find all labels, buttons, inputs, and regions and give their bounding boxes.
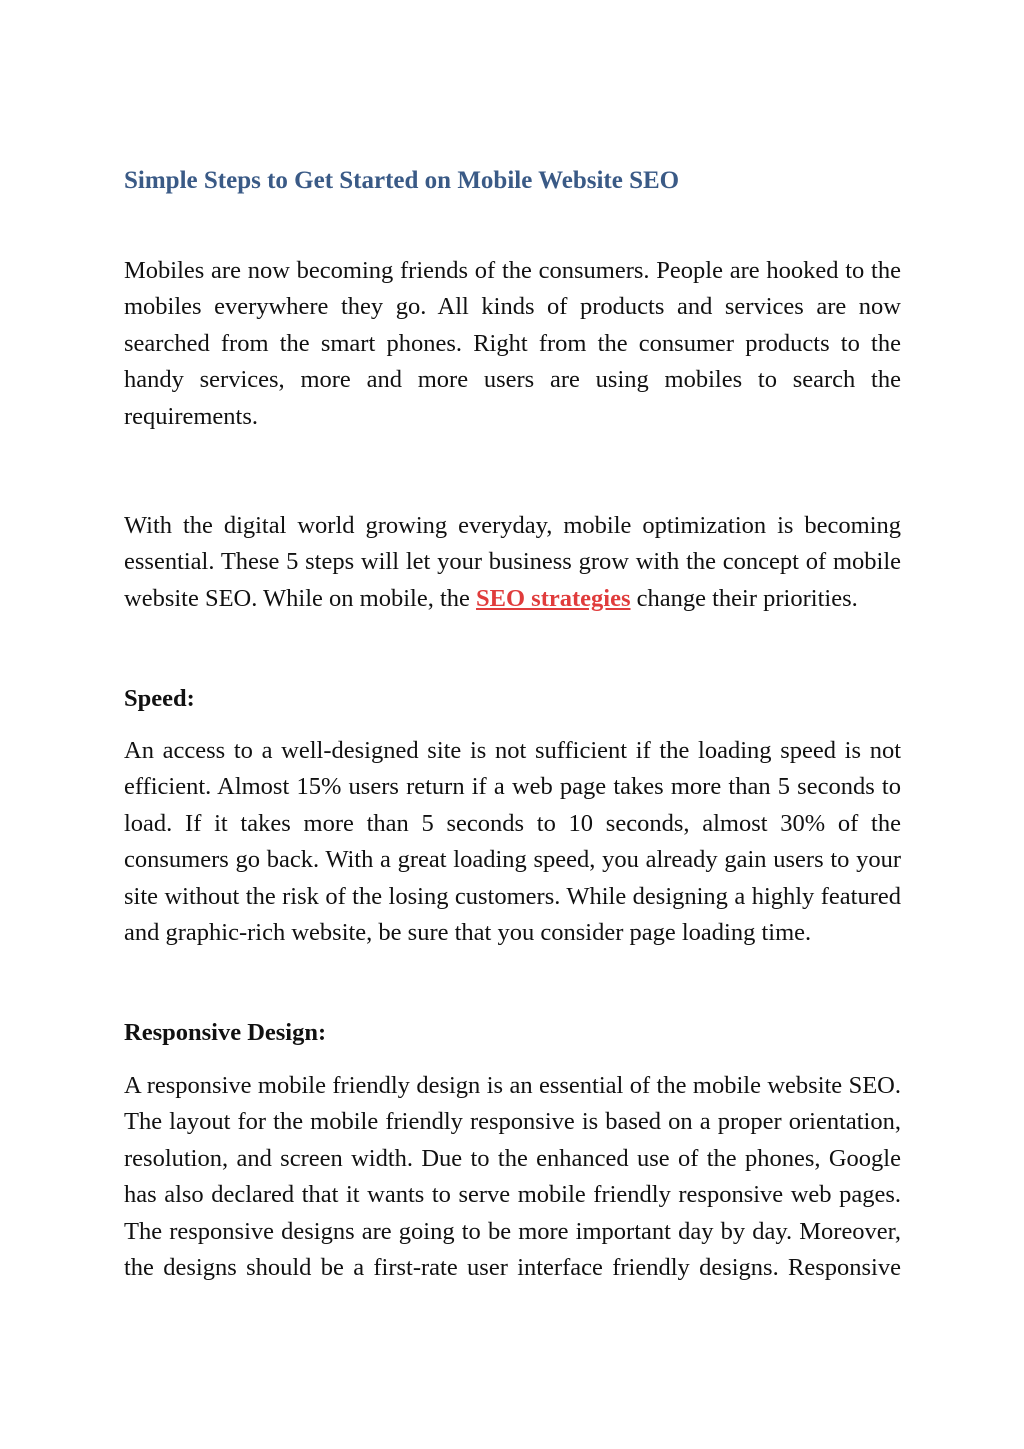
responsive-design-paragraph: A responsive mobile friendly design is an essential of the mobile website SEO. The layout for the mobile friendly responsive is based on a proper orientation, resolution, and screen width. Due to the enhanced use of the phones, Google has also declared that it wants to serve mobile friendly responsive web pages. The responsive designs are going to be more important day by day. Moreover, the designs should be a first-rate user interface friendly designs. Responsive	[124, 1072, 901, 1282]
page-title: Simple Steps to Get Started on Mobile Website SEO	[124, 167, 680, 194]
speed-paragraph: An access to a well-designed site is not sufficient if the loading speed is not efficient. Almost 15% users return if a web page takes more than 5 seconds to load. If it takes more than 5 seconds to 10 seconds, almost 30% of the consumers go back. With a great loading speed, you already gain users to your site without the risk of the losing customers. While designing a highly featured and graphic-rich website, be sure that you consider page loading time.	[124, 737, 901, 947]
paragraph-text-after-link: change their priorities.	[630, 584, 858, 612]
section-heading-responsive-design: Responsive Design:	[124, 1019, 327, 1046]
seo-strategies-link[interactable]: SEO strategies	[476, 584, 631, 612]
section-heading-speed: Speed:	[124, 685, 195, 712]
paragraph-text-before-link: With the digital world growing everyday, mobile optimization is becoming essential. These 5 steps will let your business grow with the concept of mobile website SEO. While on mobile, the	[124, 512, 901, 612]
optimization-paragraph	[124, 508, 901, 617]
intro-paragraph: Mobiles are now becoming friends of the consumers. People are hooked to the mobiles everywhere they go. All kinds of products and services are now searched from the smart phones. Right from the consumer products to the handy services, more and more users are using mobiles to search the requirements.	[124, 257, 901, 430]
